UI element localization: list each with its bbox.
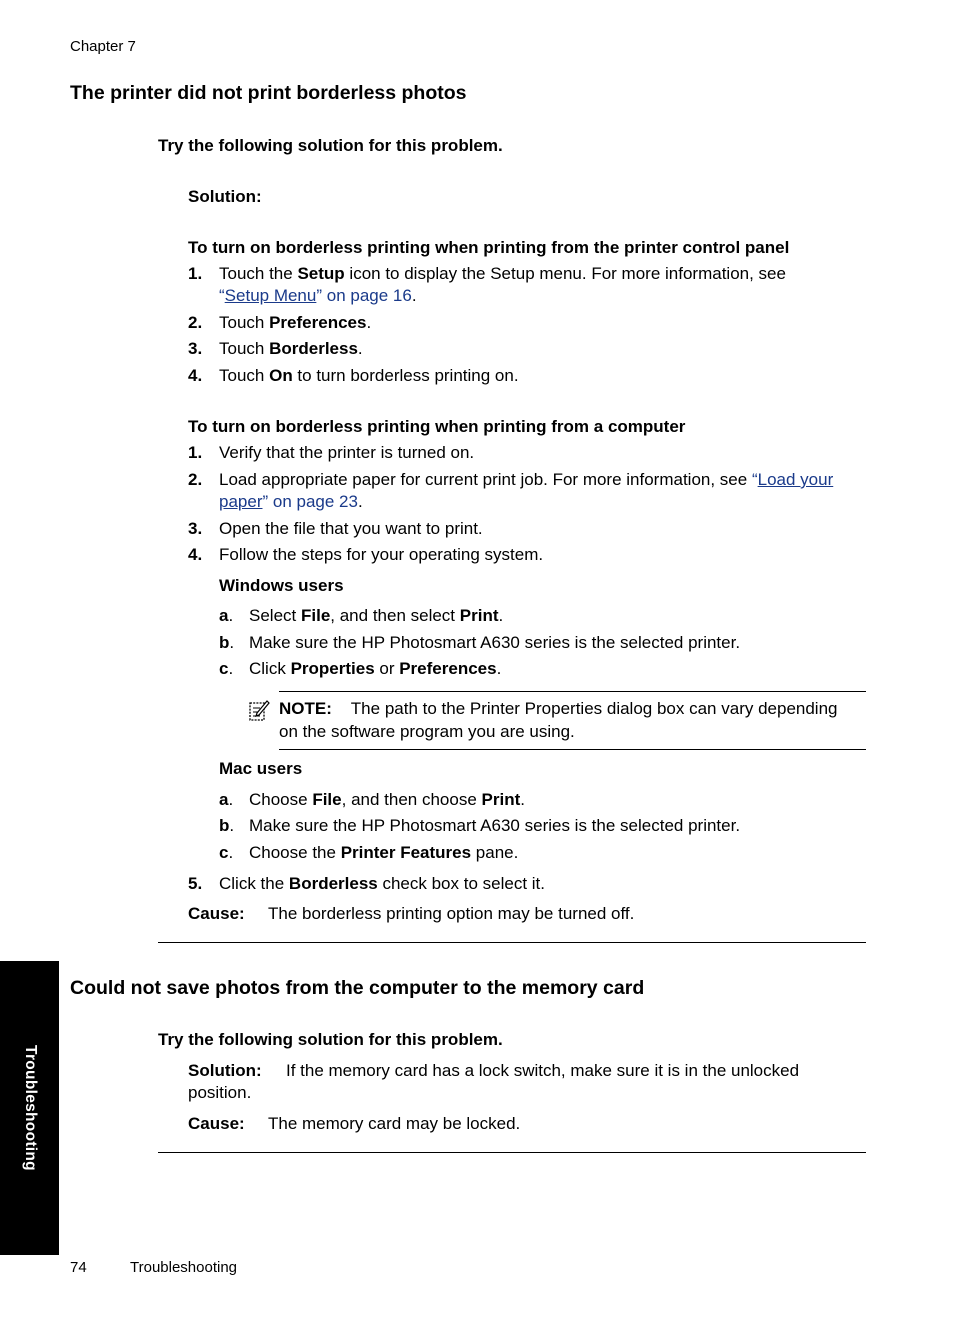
load-paper-link[interactable]: Load your <box>757 470 834 489</box>
section-title: Could not save photos from the computer to the memory card <box>70 977 645 999</box>
list-item-continued: “Setup Menu” on page 16. <box>219 286 417 305</box>
step-letter: a. <box>219 606 234 625</box>
solution-label: Solution: <box>188 1061 262 1080</box>
solution-label: Solution: <box>188 187 262 206</box>
step-letter: c. <box>219 659 234 678</box>
try-solution-text: Try the following solution for this problem. <box>158 136 503 155</box>
section-divider <box>158 1152 866 1153</box>
solution-text-continued: position. <box>188 1083 252 1102</box>
step-number: 3. <box>188 339 203 358</box>
list-item: Open the file that you want to print. <box>219 519 483 538</box>
setup-menu-link[interactable]: Setup Menu <box>224 286 317 305</box>
note-top-rule <box>279 691 866 692</box>
list-item: Touch Preferences. <box>219 313 372 332</box>
cause-text: The borderless printing option may be turned off. <box>268 904 635 923</box>
list-item: Touch On to turn borderless printing on. <box>219 366 519 385</box>
list-item: Click the Borderless check box to select it. <box>219 874 545 893</box>
windows-users-heading: Windows users <box>219 576 344 595</box>
list-item: Make sure the HP Photosmart A630 series is the selected printer. <box>249 633 741 652</box>
list-item: Choose File, and then choose Print. <box>249 790 525 809</box>
section-title: The printer did not print borderless photos <box>70 82 467 104</box>
list-item: Verify that the printer is turned on. <box>219 443 475 462</box>
step-letter: b. <box>219 816 235 835</box>
panel-procedure-heading: To turn on borderless printing when printing from the printer control panel <box>188 238 790 257</box>
section-divider <box>158 942 866 943</box>
step-number: 2. <box>188 470 203 489</box>
note-label: NOTE: <box>279 699 332 718</box>
list-item: Make sure the HP Photosmart A630 series is the selected printer. <box>249 816 741 835</box>
list-item: Touch the Setup icon to display the Setup menu. For more information, see <box>219 264 786 283</box>
note-bottom-rule <box>279 749 866 750</box>
step-number: 3. <box>188 519 203 538</box>
list-item-continued: paper” on page 23. <box>219 492 363 511</box>
chapter-label: Chapter 7 <box>70 38 136 55</box>
list-item: Click Properties or Preferences. <box>249 659 502 678</box>
step-number: 4. <box>188 366 203 385</box>
solution-text: If the memory card has a lock switch, make sure it is in the unlocked <box>286 1061 800 1080</box>
step-number: 5. <box>188 874 203 893</box>
cause-label: Cause: <box>188 904 245 923</box>
step-letter: b. <box>219 633 235 652</box>
cause-label: Cause: <box>188 1114 245 1133</box>
list-item: Choose the Printer Features pane. <box>249 843 519 862</box>
footer-section: Troubleshooting <box>130 1259 238 1276</box>
note-text-continued: on the software program you are using. <box>279 722 575 741</box>
note-text: NOTE: The path to the Printer Properties dialog box can vary depending <box>279 699 838 718</box>
step-number: 2. <box>188 313 203 332</box>
side-tab <box>0 961 59 1255</box>
list-item: Touch Borderless. <box>219 339 363 358</box>
step-number: 1. <box>188 443 203 462</box>
step-letter: c. <box>219 843 234 862</box>
try-solution-text: Try the following solution for this problem. <box>158 1030 503 1049</box>
computer-procedure-heading: To turn on borderless printing when printing from a computer <box>188 417 686 436</box>
note-icon <box>248 698 270 722</box>
step-number: 1. <box>188 264 203 283</box>
list-item: Follow the steps for your operating system. <box>219 545 544 564</box>
list-item: Load appropriate paper for current print job. For more information, see “Load your <box>219 470 834 489</box>
step-letter: a. <box>219 790 234 809</box>
load-paper-link-continued[interactable]: paper <box>219 492 263 511</box>
step-number: 4. <box>188 545 203 564</box>
side-tab-label: Troubleshooting <box>21 1045 39 1171</box>
mac-users-heading: Mac users <box>219 759 303 778</box>
list-item: Select File, and then select Print. <box>249 606 504 625</box>
cause-text: The memory card may be locked. <box>268 1114 521 1133</box>
page-number: 74 <box>70 1259 87 1276</box>
